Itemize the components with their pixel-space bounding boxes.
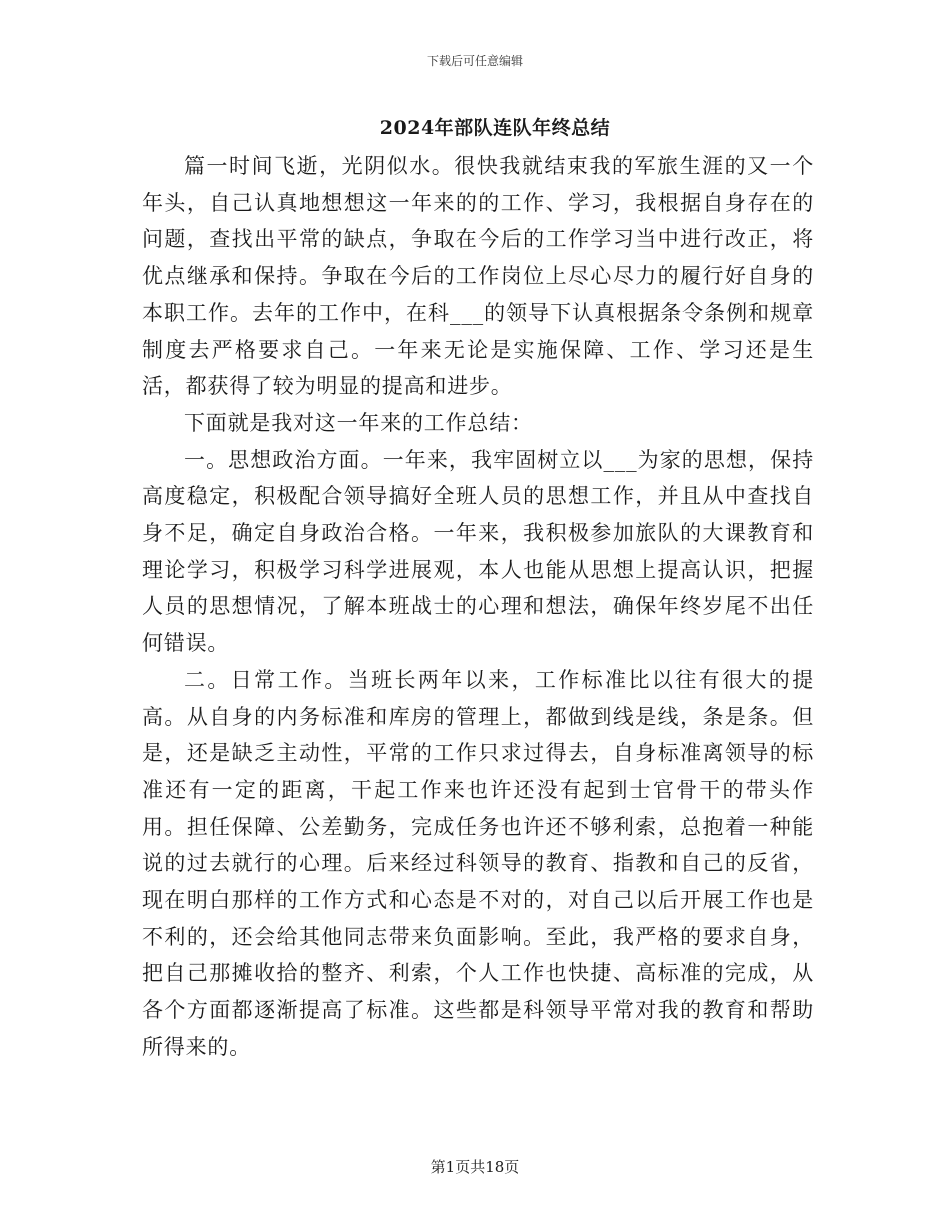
- paragraph-daily-work: 二。日常工作。当班长两年以来，工作标准比以往有很大的提高。从自身的内务标准和库房的管理上，都做到线是线，条是条。但是，还是缺乏主动性，平常的工作只求过得去，自身标准离领导的标准还有一定的距离，干起工作来也许还没有起到士官骨干的带头作用。担任保障、公差勤务，完成任务也许还不够利索，总抱着一种能说的过去就行的心理。后来经过科领导的教育、指教和自己的反省，现在明白那样的工作方式和心态是不对的，对自己以后开展工作也是不利的，还会给其他同志带来负面影响。至此，我严格的要求自身，把自己那摊收拾的整齐、利索，个人工作也快捷、高标准的完成，从各个方面都逐渐提高了标准。这些都是科领导平常对我的教育和帮助所得来的。: [142, 667, 814, 1059]
- paragraph-summary-lead: 下面就是我对这一年来的工作总结：: [184, 410, 533, 435]
- header-note: 下载后可任意编辑: [426, 54, 523, 68]
- paragraph-political: 一。思想政治方面。一年来，我牢固树立以___为家的思想，保持高度稳定，积极配合领导搞好全班人员的思想工作，并且从中查找自身不足，确定自身政治合格。一年来，我积极参加旅队的大课教育和理论学习，积极学习科学进展观，本人也能从思想上提高认识，把握人员的思想情况，了解本班战士的心理和想法，确保年终岁尾不出任何错误。: [142, 447, 814, 656]
- document-body: [142, 148, 814, 1066]
- paragraph-intro: 篇一时间飞逝，光阴似水。很快我就结束我的军旅生涯的又一个年头，自己认真地想想这一年来的的工作、学习，我根据自身存在的问题，查找出平常的缺点，争取在今后的工作学习当中进行改正，将优点继承和保持。争取在今后的工作岗位上尽心尽力的履行好自身的本职工作。去年的工作中，在科___的领导下认真根据条令条例和规章制度去严格要求自己。一年来无论是实施保障、工作、学习还是生活，都获得了较为明显的提高和进步。: [142, 154, 814, 399]
- document-title: 2024年部队连队年终总结: [379, 117, 611, 139]
- page-number: 第1页共18页: [430, 1158, 520, 1176]
